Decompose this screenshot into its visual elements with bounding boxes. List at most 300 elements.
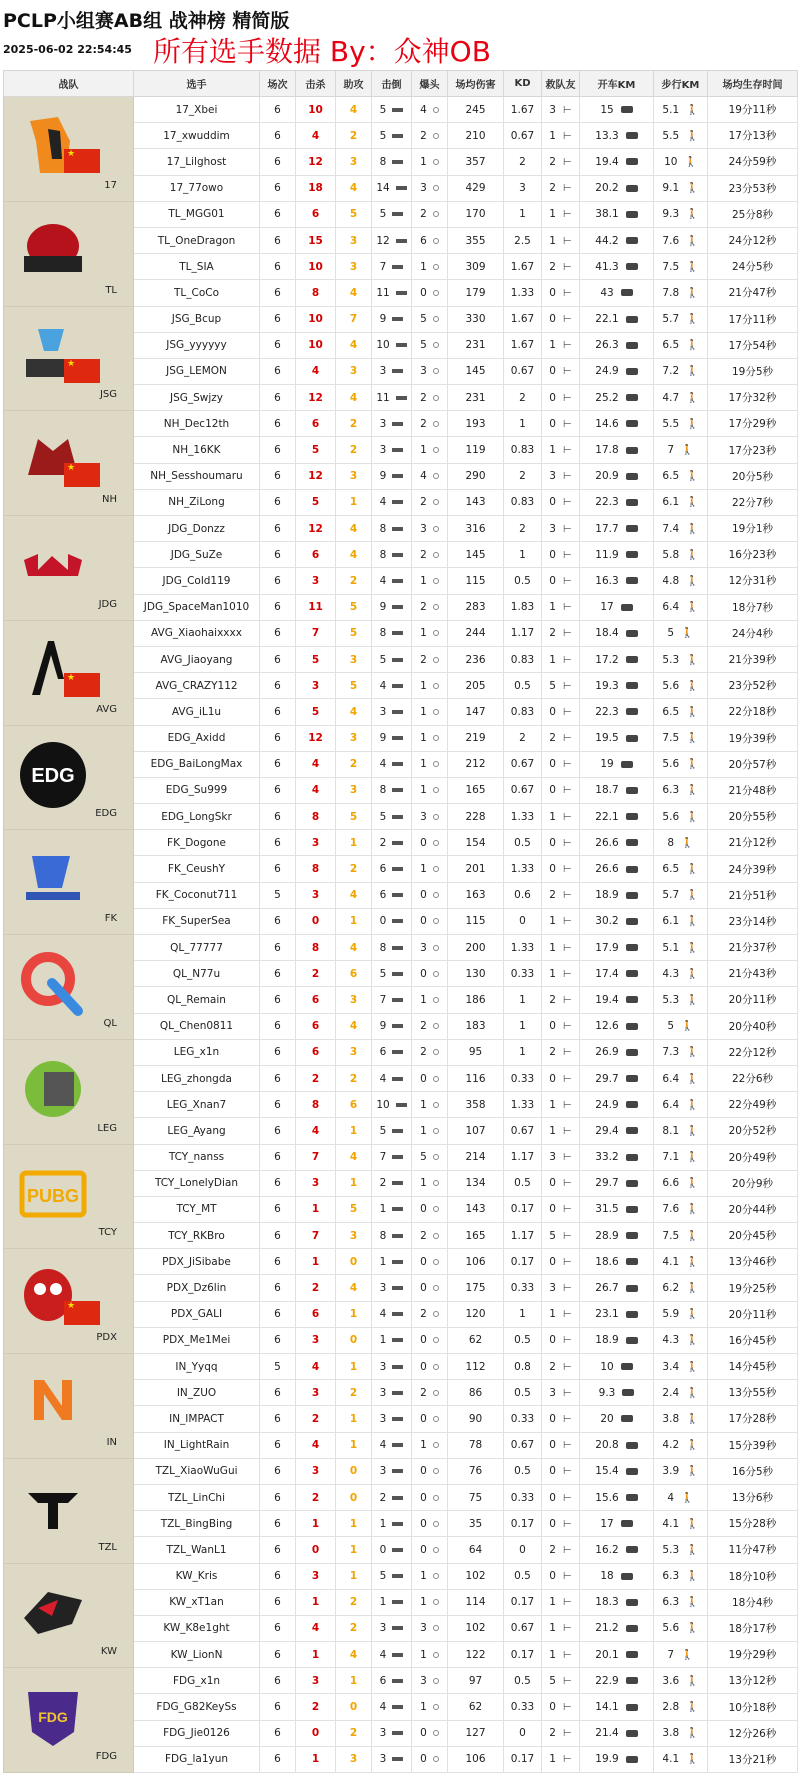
team-cell[interactable]: [4, 1144, 134, 1249]
team-cell[interactable]: [4, 97, 134, 202]
column-header[interactable]: 选手: [134, 71, 260, 97]
kills: [296, 673, 336, 699]
avg-damage: [448, 1249, 504, 1275]
column-header[interactable]: 战队: [4, 71, 134, 97]
avg-survival: [708, 1196, 798, 1222]
team-tag: FK: [104, 913, 117, 924]
gun-icon: [392, 684, 403, 688]
avg-damage: [448, 542, 504, 568]
table-row[interactable]: [4, 935, 798, 961]
player-name-value: KW_K8e1ght: [163, 1622, 230, 1635]
player-name-value: FDG_x1n: [172, 1674, 221, 1687]
gun-icon: [392, 867, 403, 871]
bandage-icon: ⊢: [562, 235, 572, 247]
avg-damage: [448, 1589, 504, 1615]
headshots-value: 0: [420, 967, 427, 980]
player-name-value: JSG_Bcup: [171, 313, 222, 326]
bandage-icon: ⊢: [562, 654, 572, 666]
table-row[interactable]: [4, 1039, 798, 1065]
kd: [504, 437, 542, 463]
matches-value: 6: [274, 1622, 281, 1635]
matches: [260, 254, 296, 280]
table-row[interactable]: [4, 1668, 798, 1694]
column-header[interactable]: 击杀: [296, 71, 336, 97]
walk-icon: 🚶: [686, 864, 699, 876]
walk-km-value: 4.1: [662, 1753, 680, 1766]
avg-damage: [448, 830, 504, 856]
bandage-icon: ⊢: [562, 1152, 572, 1164]
table-row[interactable]: [4, 516, 798, 542]
car-icon: [626, 1625, 638, 1632]
car-icon: [626, 1154, 638, 1161]
walk-km-value: 5: [667, 627, 675, 640]
assists: [336, 1223, 372, 1249]
walk-km-value: 4.3: [662, 1334, 680, 1347]
kd: [504, 385, 542, 411]
walk-km-value: 7: [667, 444, 675, 457]
headshots: [412, 411, 448, 437]
walk-icon: 🚶: [686, 1256, 699, 1268]
page-title: PCLP小组赛AB组 战神榜 精简版: [3, 10, 290, 32]
table-row[interactable]: [4, 201, 798, 227]
player-name: [134, 1537, 260, 1563]
headshots: [412, 1642, 448, 1668]
revives: [542, 1432, 580, 1458]
headshots: [412, 516, 448, 542]
headshots: [412, 568, 448, 594]
drive-km-value: 10: [600, 1360, 614, 1373]
avg-survival: [708, 1013, 798, 1039]
target-icon: [433, 630, 439, 636]
walk-km: [654, 516, 708, 542]
team-cell[interactable]: [4, 935, 134, 1040]
walk-icon: 🚶: [686, 1597, 699, 1609]
walk-icon: 🚶: [686, 523, 699, 535]
column-header[interactable]: 场均生存时间: [708, 71, 798, 97]
kills-value: 6: [311, 1308, 320, 1321]
avg-damage: [448, 254, 504, 280]
player-name-value: QL_N77u: [172, 967, 221, 980]
matches-value: 6: [274, 182, 281, 195]
team-cell[interactable]: [4, 1039, 134, 1144]
knocks: [372, 1589, 412, 1615]
knocks-value: 9: [379, 470, 387, 483]
drive-km: [580, 568, 654, 594]
team-cell[interactable]: [4, 1354, 134, 1459]
player-name: [134, 332, 260, 358]
car-icon: [626, 1677, 638, 1684]
player-name: [134, 804, 260, 830]
walk-km: [654, 1668, 708, 1694]
knocks: [372, 385, 412, 411]
revives: [542, 1746, 580, 1772]
revives: [542, 306, 580, 332]
table-row[interactable]: [4, 306, 798, 332]
assists: [336, 463, 372, 489]
knocks-value: 4: [379, 1308, 387, 1321]
avg-damage: [448, 1668, 504, 1694]
drive-km: [580, 1642, 654, 1668]
avg-survival: [708, 1223, 798, 1249]
table-row[interactable]: [4, 1354, 798, 1380]
matches: [260, 725, 296, 751]
team-cell[interactable]: [4, 411, 134, 516]
assists-value: 2: [349, 1596, 358, 1609]
bandage-icon: ⊢: [562, 1073, 572, 1085]
headshots: [412, 673, 448, 699]
bandage-icon: ⊢: [562, 1413, 572, 1425]
player-name-value: 17_xwuddim: [163, 129, 230, 142]
drive-km: [580, 149, 654, 175]
walk-icon: 🚶: [686, 1387, 699, 1399]
team-cell[interactable]: [4, 1249, 134, 1354]
avg-survival: [708, 804, 798, 830]
avg-survival: [708, 437, 798, 463]
kd-value: 0.33: [510, 967, 535, 980]
assists: [336, 332, 372, 358]
drive-km-value: 18.4: [595, 627, 619, 640]
kd: [504, 280, 542, 306]
kills: [296, 1092, 336, 1118]
matches-value: 6: [274, 1308, 281, 1321]
avg-survival: [708, 1354, 798, 1380]
matches-value: 6: [274, 1282, 281, 1295]
knocks-value: 4: [379, 1072, 387, 1085]
avg-survival: [708, 1327, 798, 1353]
table-row[interactable]: [4, 1458, 798, 1484]
team-cell[interactable]: [4, 1668, 134, 1773]
avg-damage: [448, 961, 504, 987]
avg-survival-value: 19分29秒: [728, 1649, 777, 1662]
assists-value: 2: [349, 1727, 358, 1740]
matches: [260, 201, 296, 227]
column-header[interactable]: 场次: [260, 71, 296, 97]
walk-km: [654, 332, 708, 358]
player-name: [134, 673, 260, 699]
player-name-value: KW_Kris: [175, 1570, 218, 1583]
headshots-value: 2: [420, 1386, 427, 1399]
revives-value: 1: [549, 1098, 556, 1111]
car-icon: [626, 1337, 638, 1344]
revives-value: 1: [549, 941, 556, 954]
drive-km: [580, 961, 654, 987]
table-row[interactable]: [4, 620, 798, 646]
avg-survival: [708, 97, 798, 123]
target-icon: [433, 787, 439, 793]
headshots: [412, 935, 448, 961]
table-row[interactable]: [4, 1144, 798, 1170]
table-row[interactable]: [4, 97, 798, 123]
assists-value: 4: [349, 705, 358, 718]
revives-value: 2: [549, 1727, 556, 1740]
kills-value: 1: [311, 1596, 320, 1609]
bandage-icon: ⊢: [562, 733, 572, 745]
kd: [504, 1668, 542, 1694]
team-logo: [18, 530, 88, 600]
player-name-value: TCY_RKBro: [168, 1229, 225, 1242]
table-row[interactable]: [4, 830, 798, 856]
column-header[interactable]: KD: [504, 71, 542, 97]
revives: [542, 1537, 580, 1563]
kills-value: 6: [311, 417, 320, 430]
walk-icon: 🚶: [686, 366, 699, 378]
assists-value: 4: [349, 889, 358, 902]
walk-icon: 🚶: [686, 183, 699, 195]
kills-value: 8: [311, 810, 320, 823]
assists: [336, 123, 372, 149]
walk-km-value: 3.8: [662, 1727, 680, 1740]
assists: [336, 1511, 372, 1537]
team-cell[interactable]: [4, 620, 134, 725]
bandage-icon: ⊢: [562, 706, 572, 718]
knocks: [372, 830, 412, 856]
kills-value: 0: [311, 1727, 320, 1740]
player-name-value: LEG_Xnan7: [166, 1098, 227, 1111]
assists-value: 1: [349, 1674, 358, 1687]
matches: [260, 1537, 296, 1563]
revives-value: 1: [549, 208, 556, 221]
car-icon: [621, 1520, 633, 1527]
kd: [504, 1537, 542, 1563]
assists-value: 3: [349, 155, 358, 168]
avg-damage: [448, 1642, 504, 1668]
team-logo: [18, 1578, 88, 1648]
headshots: [412, 1223, 448, 1249]
bandage-icon: ⊢: [562, 602, 572, 614]
assists: [336, 987, 372, 1013]
target-icon: [433, 1180, 439, 1186]
assists: [336, 1354, 372, 1380]
walk-icon: 🚶: [686, 1283, 699, 1295]
kd-value: 1: [519, 208, 526, 221]
kd: [504, 1615, 542, 1641]
car-icon: [626, 1546, 638, 1553]
player-name: [134, 411, 260, 437]
column-header[interactable]: 助攻: [336, 71, 372, 97]
kd: [504, 306, 542, 332]
matches: [260, 830, 296, 856]
column-header[interactable]: 击倒: [372, 71, 412, 97]
kd: [504, 699, 542, 725]
target-icon: [433, 1521, 439, 1527]
player-name-value: TL_MGG01: [168, 208, 225, 221]
drive-km: [580, 1092, 654, 1118]
column-header[interactable]: 场均伤害: [448, 71, 504, 97]
matches-value: 6: [274, 863, 281, 876]
car-icon: [621, 106, 633, 113]
team-cell[interactable]: [4, 306, 134, 411]
player-name-value: LEG_zhongda: [161, 1072, 232, 1085]
avg-survival-value: 25分8秒: [731, 208, 774, 221]
player-name: [134, 1458, 260, 1484]
matches-value: 6: [274, 705, 281, 718]
kills-value: 3: [311, 889, 320, 902]
kd-value: 1.33: [510, 863, 535, 876]
avg-damage: [448, 620, 504, 646]
table-row[interactable]: [4, 725, 798, 751]
walk-icon: 🚶: [686, 811, 699, 823]
matches: [260, 149, 296, 175]
player-name-value: EDG_Axidd: [167, 732, 226, 745]
knocks-value: 8: [379, 155, 387, 168]
gun-icon: [392, 1469, 403, 1473]
revives: [542, 201, 580, 227]
avg-survival-value: 18分4秒: [731, 1596, 774, 1609]
walk-icon: 🚶: [686, 1518, 699, 1530]
player-name: [134, 1092, 260, 1118]
player-name-value: TZL_LinChi: [167, 1491, 226, 1504]
assists: [336, 1694, 372, 1720]
revives: [542, 1642, 580, 1668]
car-icon: [626, 132, 638, 139]
avg-survival-value: 18分7秒: [731, 601, 774, 614]
player-name: [134, 385, 260, 411]
matches-value: 6: [274, 810, 281, 823]
headshots-value: 2: [420, 129, 427, 142]
headshots-value: 0: [420, 1412, 427, 1425]
kd: [504, 987, 542, 1013]
matches: [260, 175, 296, 201]
matches-value: 6: [274, 1648, 281, 1661]
knocks: [372, 1563, 412, 1589]
player-name: [134, 1589, 260, 1615]
knocks-value: 5: [379, 1570, 387, 1583]
headshots: [412, 542, 448, 568]
walk-km: [654, 1327, 708, 1353]
drive-km-value: 20: [600, 1412, 614, 1425]
table-row[interactable]: [4, 1563, 798, 1589]
team-cell[interactable]: [4, 725, 134, 830]
drive-km-value: 23.1: [595, 1308, 619, 1321]
avg-survival: [708, 1668, 798, 1694]
avg-damage-value: 154: [465, 836, 486, 849]
gun-icon: [392, 736, 403, 740]
avg-damage-value: 115: [465, 574, 486, 587]
avg-damage-value: 112: [465, 1360, 486, 1373]
table-row[interactable]: [4, 1249, 798, 1275]
kd: [504, 227, 542, 253]
knocks-value: 0: [379, 915, 387, 928]
avg-survival-value: 13分6秒: [731, 1492, 774, 1505]
bandage-icon: ⊢: [562, 864, 572, 876]
walk-km-value: 5.6: [662, 1622, 680, 1635]
avg-survival-value: 20分11秒: [728, 994, 777, 1007]
avg-survival-value: 18分10秒: [728, 1570, 777, 1583]
revives: [542, 1668, 580, 1694]
assists-value: 2: [349, 417, 358, 430]
revives-value: 2: [549, 889, 556, 902]
team-cell[interactable]: [4, 830, 134, 935]
walk-icon: 🚶: [686, 1623, 699, 1635]
drive-km-value: 29.7: [595, 1177, 619, 1190]
avg-damage: [448, 1275, 504, 1301]
kills: [296, 516, 336, 542]
avg-damage: [448, 358, 504, 384]
kills-value: 6: [311, 993, 320, 1006]
team-cell[interactable]: [4, 1563, 134, 1668]
team-cell[interactable]: [4, 1458, 134, 1563]
avg-survival-value: 24分4秒: [731, 627, 774, 640]
player-name: [134, 175, 260, 201]
walk-icon: 🚶: [686, 340, 699, 352]
knocks: [372, 1537, 412, 1563]
avg-survival-value: 21分37秒: [728, 942, 777, 955]
walk-icon: 🚶: [686, 916, 699, 928]
kd-value: 0.5: [514, 1570, 531, 1583]
team-cell[interactable]: [4, 201, 134, 306]
kills: [296, 97, 336, 123]
team-cell[interactable]: [4, 516, 134, 621]
revives: [542, 987, 580, 1013]
kills-value: 5: [311, 653, 320, 666]
headshots-value: 1: [420, 758, 427, 771]
column-header[interactable]: 救队友: [542, 71, 580, 97]
knocks-value: 9: [379, 732, 387, 745]
matches: [260, 280, 296, 306]
column-header[interactable]: 步行KM: [654, 71, 708, 97]
team-logo: [18, 949, 88, 1019]
knocks-value: 1: [379, 1255, 387, 1268]
headshots-value: 1: [420, 1124, 427, 1137]
avg-survival-value: 17分13秒: [728, 130, 777, 143]
player-name: [134, 908, 260, 934]
drive-km-value: 9.3: [598, 1386, 616, 1399]
assists-value: 5: [349, 1203, 358, 1216]
drive-km-value: 19: [600, 758, 614, 771]
matches: [260, 1065, 296, 1091]
walk-km: [654, 908, 708, 934]
headshots-value: 0: [420, 1072, 427, 1085]
gun-icon: [392, 1653, 403, 1657]
matches: [260, 1563, 296, 1589]
kd: [504, 1746, 542, 1772]
table-row[interactable]: [4, 411, 798, 437]
knocks-value: 5: [379, 208, 387, 221]
headshots: [412, 882, 448, 908]
gun-icon: [392, 815, 403, 819]
walk-km-value: 6.4: [662, 1072, 680, 1085]
kills: [296, 1432, 336, 1458]
kd: [504, 1563, 542, 1589]
headshots-value: 1: [420, 1098, 427, 1111]
drive-km: [580, 1746, 654, 1772]
target-icon: [433, 814, 439, 820]
avg-survival: [708, 961, 798, 987]
player-name: [134, 489, 260, 515]
kd: [504, 1013, 542, 1039]
kills-value: 4: [311, 784, 320, 797]
assists-value: 2: [349, 1386, 358, 1399]
assists-value: 1: [349, 1412, 358, 1425]
knocks: [372, 1196, 412, 1222]
knocks: [372, 1432, 412, 1458]
walk-icon: 🚶: [686, 1152, 699, 1164]
assists-value: 1: [349, 1308, 358, 1321]
column-header[interactable]: 爆头: [412, 71, 448, 97]
matches-value: 6: [274, 941, 281, 954]
assists: [336, 856, 372, 882]
walk-icon: 🚶: [686, 471, 699, 483]
player-name: [134, 1406, 260, 1432]
avg-damage-value: 316: [465, 522, 486, 535]
revives-value: 1: [549, 967, 556, 980]
gun-icon: [392, 1679, 403, 1683]
kills-value: 15: [308, 234, 323, 247]
walk-km: [654, 1563, 708, 1589]
walk-icon: 🚶: [686, 1230, 699, 1242]
column-header[interactable]: 开车KM: [580, 71, 654, 97]
knocks-value: 9: [379, 313, 387, 326]
